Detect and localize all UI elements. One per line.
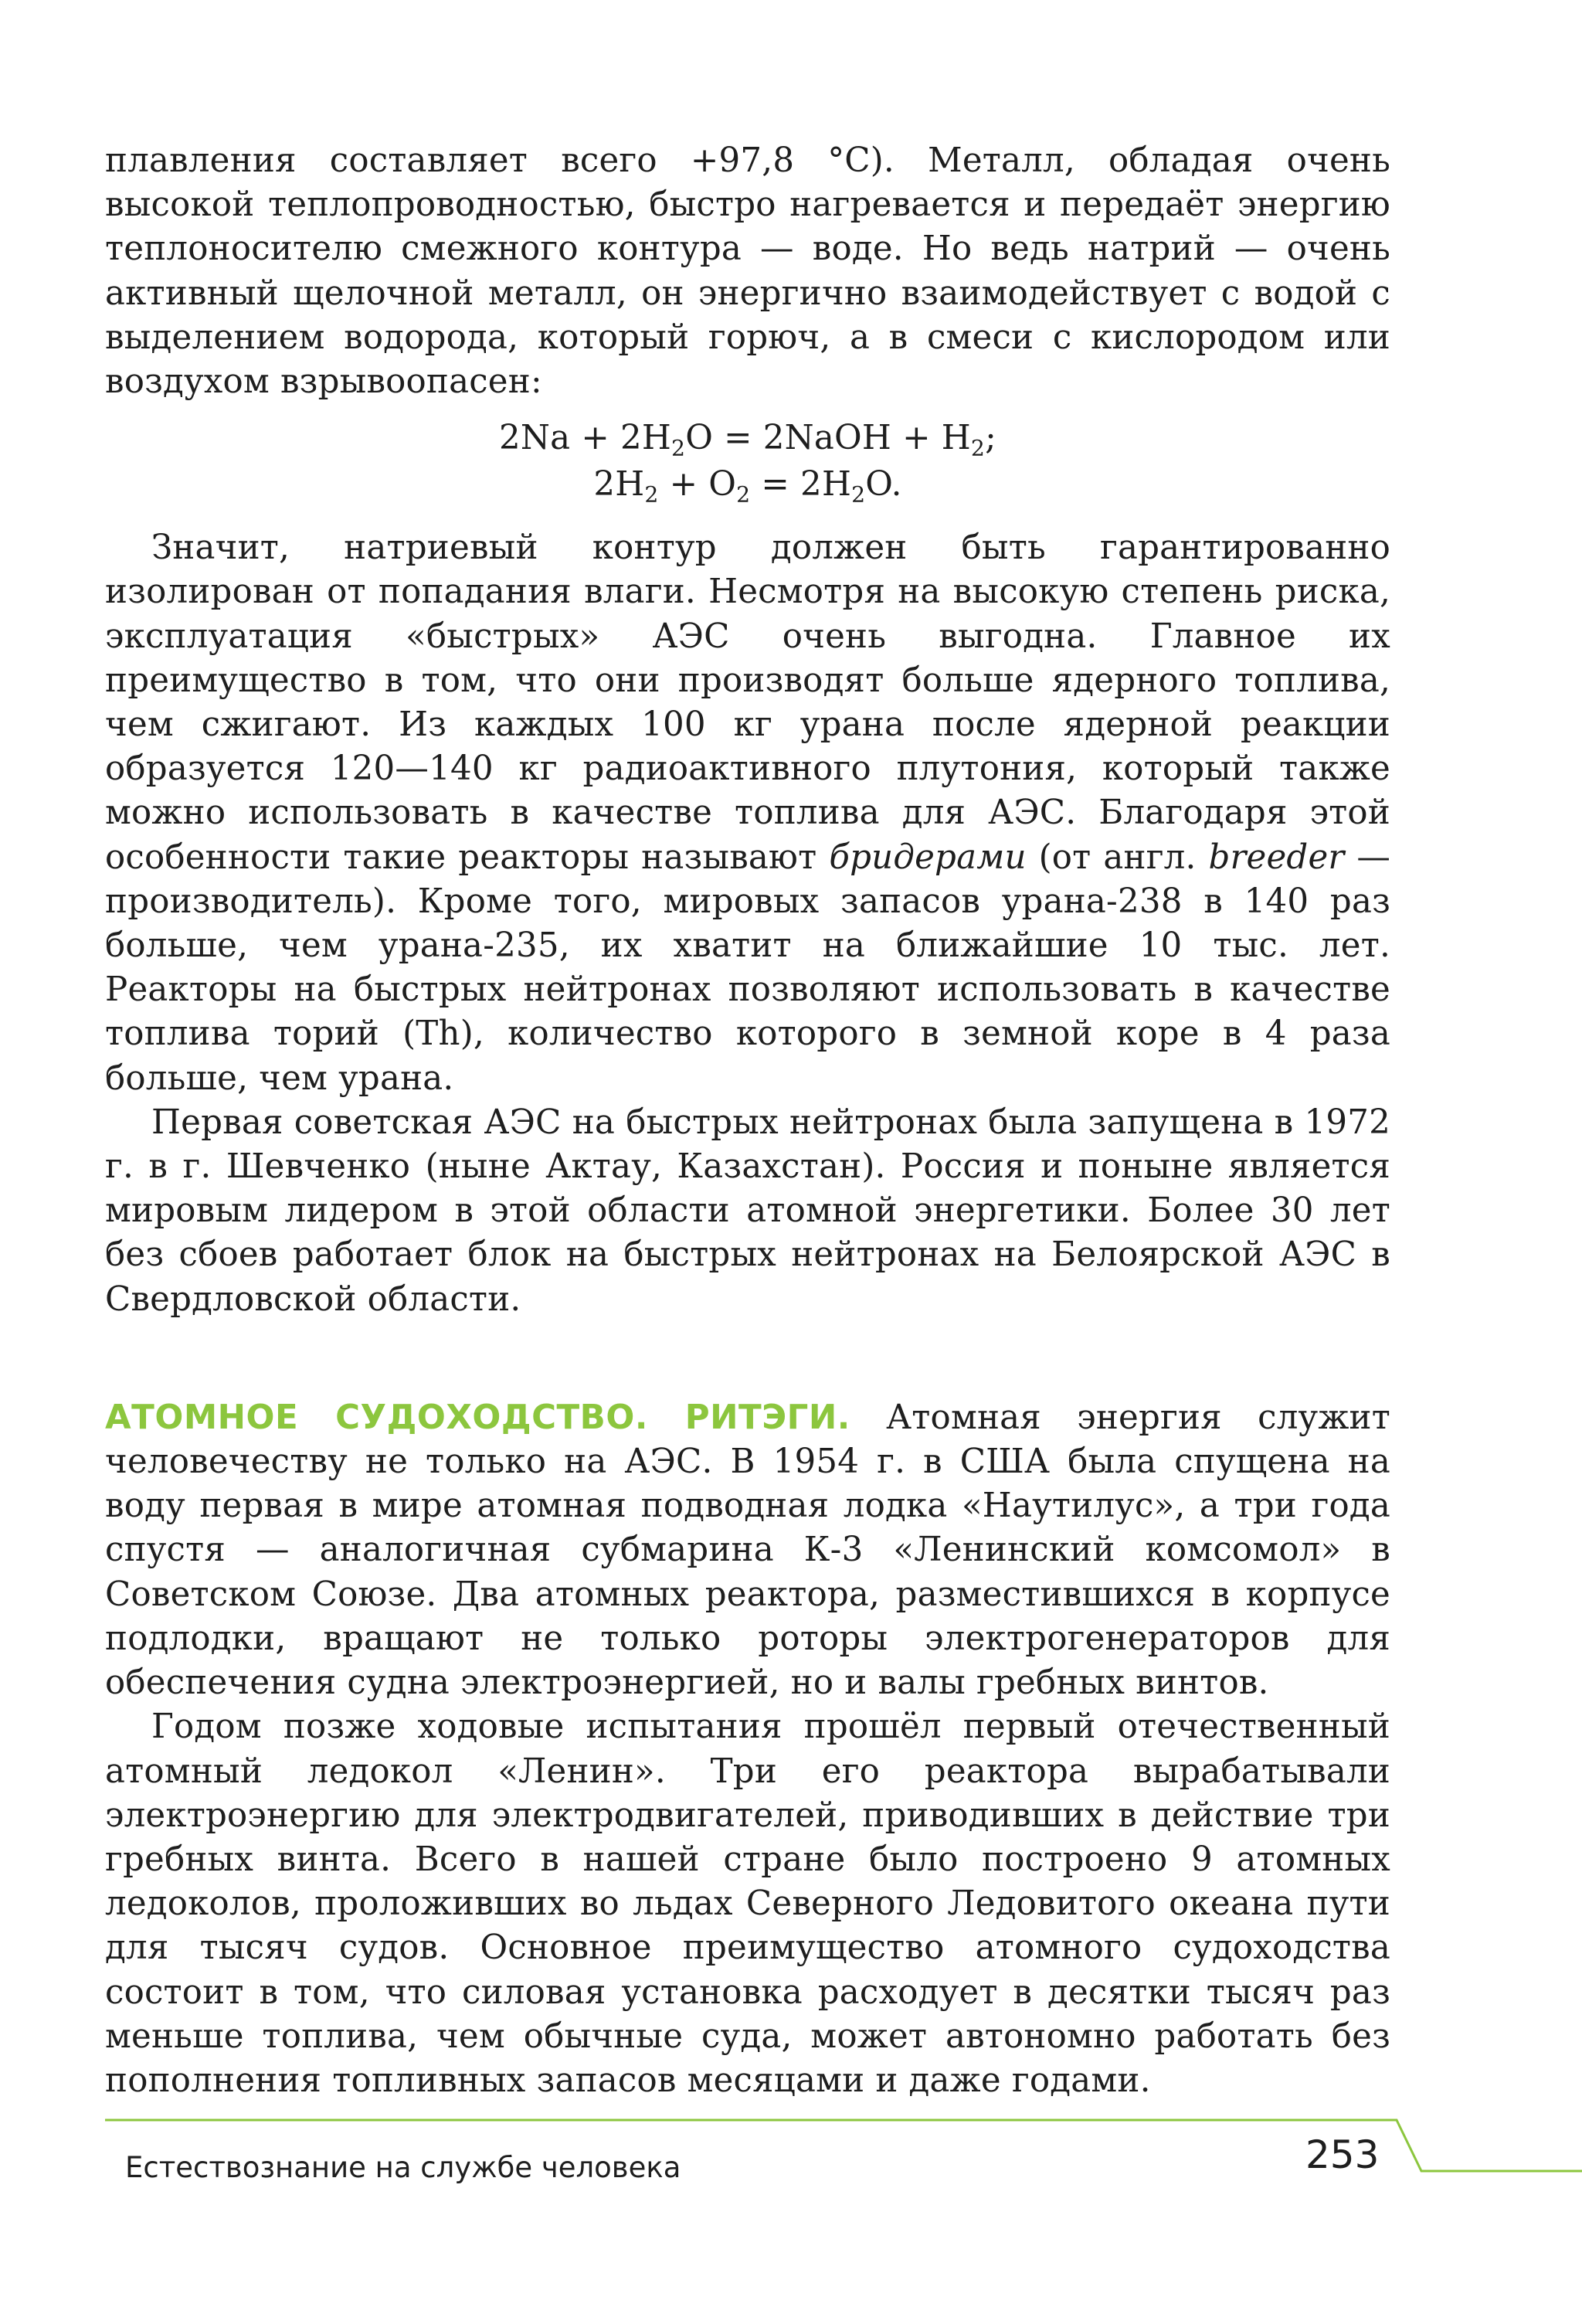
paragraph-sodium-reactivity: плавления составляет всего +97,8 °C). Металл, обладая очень высокой теплопроводностью, быстро нагревается и передаёт энергию теплоносителю смежного контура — воде. Но ведь натрий — очень активный щелочной металл, он энергично взаимодействует с водой с выделением водорода, который горюч, а в смеси с кислородом или воздухом взрывоопасен: xyxy=(105,141,1390,402)
paragraph-first-fast-reactor: Первая советская АЭС на быстрых нейтронах была запущена в 1972 г. в г. Шевченко (ныне Актау, Казахстан). Россия и поныне является мировым лидером в этой области атомной энергетики. Более 30 лет без сбоев работает блок на быстрых нейтронах на Белоярской АЭС в Свердловской области. xyxy=(105,1103,1390,1319)
book-title: Естествознание на службе человека xyxy=(125,2151,681,2184)
chemical-equations xyxy=(105,415,1390,508)
paragraph-breeders: Значит, натриевый контур должен быть гарантированно изолирован от попадания влаги. Несмотря на высокую степень риска, эксплуатация «быстрых» АЭС очень выгодна. Главное их преимущество в том, что они производят больше ядерного топлива, чем сжигают. Из каждых 100 кг урана после ядерной реакции образуется 120—140 кг радиоактивного плутония, который также можно использовать в качестве топлива для АЭС. Благодаря этой особенности такие реакторы называют бридерами (от англ. breeder — производитель). Кроме того, мировых запасов урана-238 в 140 раз больше, чем урана-235, их хватит на ближайшие 10 тыс. лет. Реакторы на быстрых нейтронах позволяют использовать в качестве топлива торий (Th), количество которого в земной коре в 4 раза больше, чем урана. xyxy=(105,528,1391,1098)
term-breeder-english: breeder xyxy=(1208,838,1345,877)
page-number: 253 xyxy=(1305,2132,1380,2177)
main-text-column xyxy=(105,139,1390,2103)
page-footer xyxy=(0,2117,1582,2194)
term-breeders: бридерами xyxy=(829,838,1027,877)
equation-sodium-water: $2Na + 2H_2O$ = 2NaOH + $H_2$; xyxy=(499,419,996,461)
section-heading: АТОМНОЕ СУДОХОДСТВО. РИТЭГИ. xyxy=(105,1398,850,1437)
paragraph-nuclear-shipping: АТОМНОЕ СУДОХОДСТВО. РИТЭГИ. Атомная энергия служит человечеству не только на АЭС. В 1954 г. в США была спущена на воду первая в мире атомная подводная лодка «Наутилус», а три года спустя — аналогичная субмарина К-3 «Ленинский комсомол» в Советском Союзе. Два атомных реактора, разместившихся в корпусе подлодки, вращают не только роторы электрогенераторов для обеспечения судна электроэнергией, но и валы гребных винтов. xyxy=(105,1398,1391,1703)
equation-hydrogen-oxygen: $2H_2 + O_2 = 2H_2O$. xyxy=(593,465,902,508)
paragraph-icebreaker: Годом позже ходовые испытания прошёл первый отечественный атомный ледокол «Ленин». Три его реактора вырабатывали электроэнергию для электродвигателей, приводивших в действие три гребных винта. Всего в нашей стране было построено 9 атомных ледоколов, проложивших во льдах Северного Ледовитого океана пути для тысяч судов. Основное преимущество атомного судоходства состоит в том, что силовая установка расходует в десятки тысяч раз меньше топлива, чем обычные суда, может автономно работать без пополнения топливных запасов месяцами и даже годами. xyxy=(105,1707,1390,2100)
